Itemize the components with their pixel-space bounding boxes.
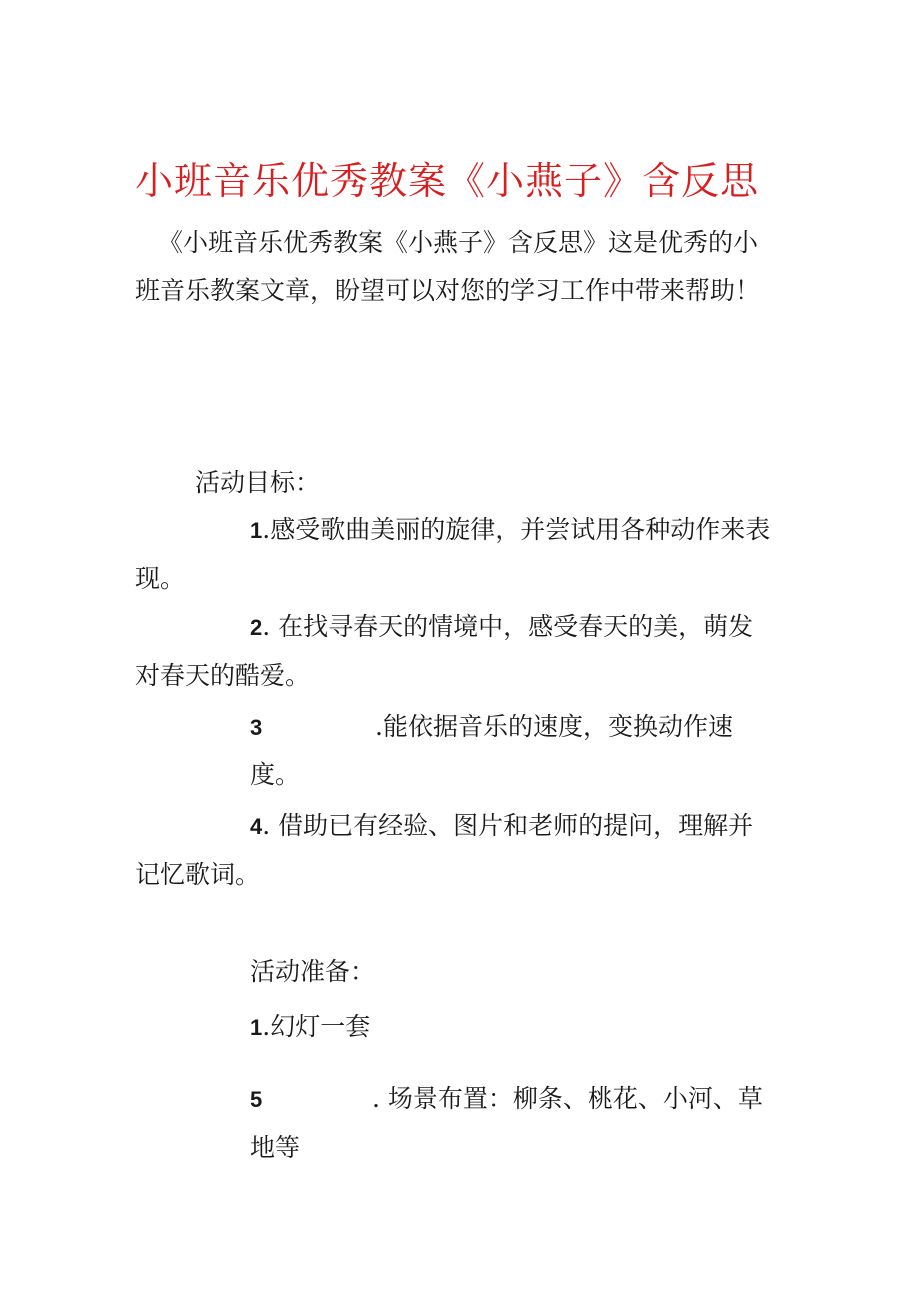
goal-item-1 [250,515,770,546]
prep-number: 1 [250,1015,263,1040]
goal-number: 2 [250,615,263,640]
goal-number: 4 [250,814,263,839]
goals-heading: 活动目标： [195,468,321,497]
prep-item-5-continuation: 地等 [250,1133,301,1162]
document-title: 小班音乐优秀教案《小燕子》含反思 [135,159,760,203]
goal-item-3-continuation: 度。 [250,760,301,789]
goal-text: . 在找寻春天的情境中，感受春天的美，萌发 [262,612,754,641]
prep-heading: 活动准备： [250,957,376,986]
prep-text: .幻灯一套 [262,1012,371,1041]
goal-item-3-number: 3 [250,715,263,740]
prep-item-1 [250,1012,370,1043]
goal-item-2-continuation: 对春天的酷爱。 [135,661,311,690]
goal-text: .感受歌曲美丽的旋律，并尝试用各种动作来表 [262,515,771,544]
intro-line-2: 班音乐教案文章，盼望可以对您的学习工作中带来帮助！ [135,276,761,305]
goal-item-3: .能依据音乐的速度，变换动作速 [375,712,733,741]
prep-item-5: . 场景布置：柳条、桃花、小河、草 [372,1084,763,1113]
goal-item-2 [250,612,753,643]
prep-item-5-number: 5 [250,1087,263,1112]
goal-item-1-continuation: 现。 [135,564,186,593]
goal-number: 1 [250,518,263,543]
intro-line-1: 《小班音乐优秀教案《小燕子》含反思》这是优秀的小 [158,228,759,257]
goal-item-4 [250,811,753,842]
goal-item-4-continuation: 记忆歌词。 [135,860,261,889]
goal-text: . 借助已有经验、图片和老师的提问，理解并 [262,811,754,840]
